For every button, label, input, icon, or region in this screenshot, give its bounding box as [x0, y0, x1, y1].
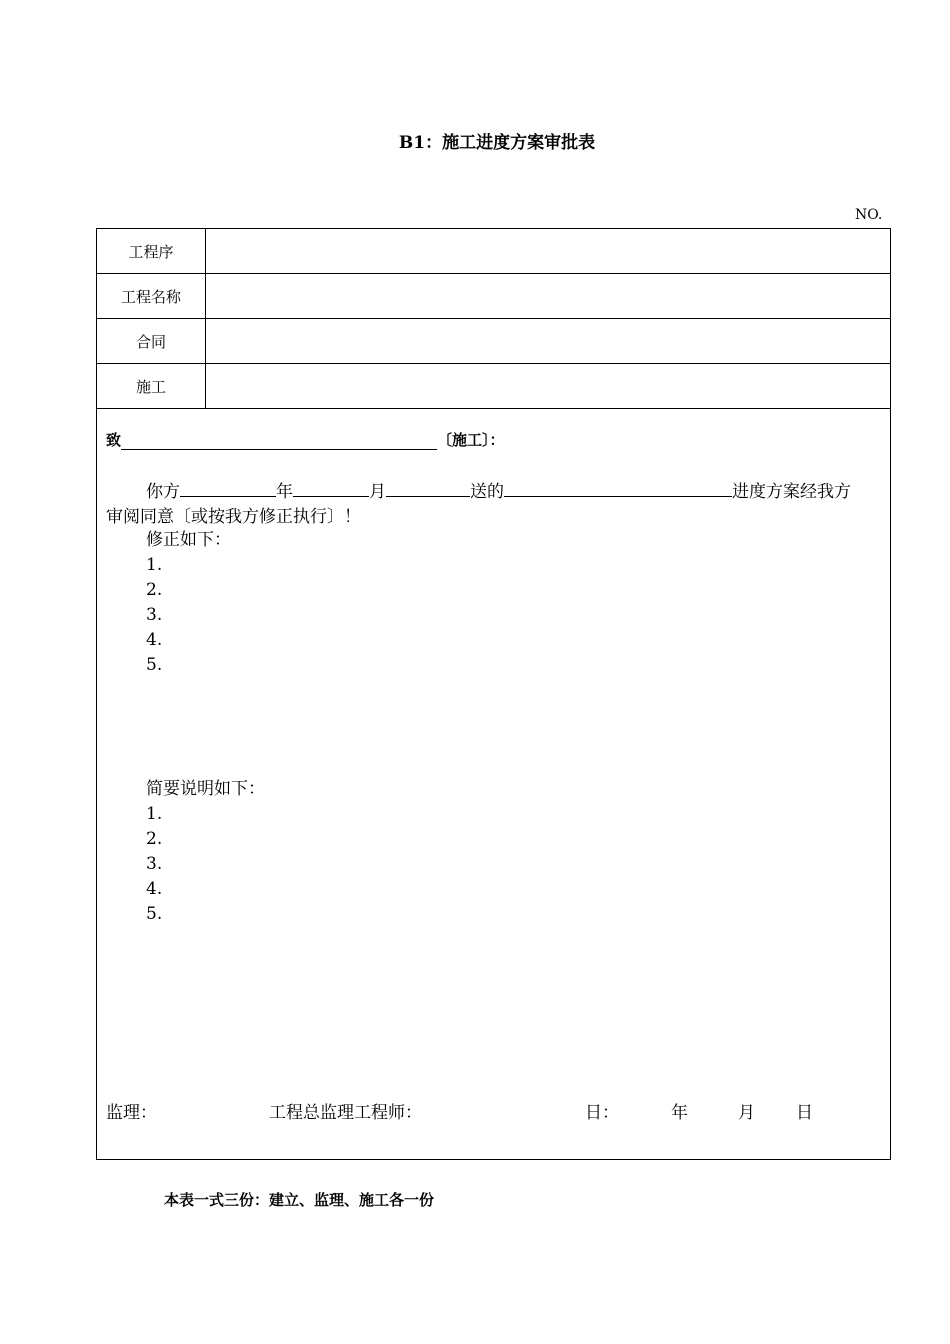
brief-item: 3. [146, 854, 163, 874]
row-project-name [97, 274, 890, 319]
date-year-label: 年 [671, 1103, 688, 1123]
row-label: 施工 [97, 364, 206, 408]
row-label: 合同 [97, 319, 206, 363]
row-project-sequence [97, 229, 890, 274]
notice-text: 你方 [146, 482, 180, 502]
day-blank[interactable] [386, 478, 470, 497]
row-construction [97, 364, 890, 409]
signature-line [106, 1098, 886, 1123]
notice-line-2: 审阅同意〔或按我方修正执行〕！ [106, 507, 361, 527]
revision-item: 3. [146, 605, 163, 625]
supervisor-label: 监理： [106, 1103, 157, 1123]
chief-engineer-label: 工程总监理工程师： [269, 1103, 422, 1123]
revision-item: 2. [146, 580, 163, 600]
project-name-field[interactable] [207, 274, 890, 318]
date-day-label: 日 [796, 1103, 813, 1123]
notice-end-text: 进度方案经我方 [732, 482, 851, 502]
brief-item: 4. [146, 879, 163, 899]
row-contract [97, 319, 890, 364]
revision-item: 5. [146, 655, 163, 675]
construction-field[interactable] [207, 364, 890, 408]
notice-sent-text: 送的 [470, 482, 504, 502]
form-title: B1：施工进度方案审批表 [398, 133, 596, 153]
brief-item: 2. [146, 829, 163, 849]
project-sequence-field[interactable] [207, 229, 890, 273]
addressee-line [106, 429, 505, 450]
year-blank[interactable] [180, 478, 276, 497]
plan-name-blank[interactable] [504, 478, 732, 497]
notice-year-text: 年 [276, 482, 293, 502]
month-blank[interactable] [293, 478, 369, 497]
row-label: 工程名称 [97, 274, 206, 318]
date-label: 日： [585, 1103, 619, 1123]
row-label: 工程序 [97, 229, 206, 273]
copies-footnote: 本表一式三份：建立、监理、施工各一份 [164, 1191, 435, 1209]
brief-heading: 简要说明如下： [146, 779, 265, 799]
brief-item: 1. [146, 804, 163, 824]
revision-item: 4. [146, 630, 163, 650]
addressee-suffix: 〔施工〕： [437, 431, 505, 449]
contract-field[interactable] [207, 319, 890, 363]
revision-heading: 修正如下： [146, 530, 231, 550]
addressee-blank[interactable] [121, 431, 437, 450]
notice-month-text: 月 [369, 482, 386, 502]
revision-item: 1. [146, 555, 163, 575]
date-month-label: 月 [738, 1103, 755, 1123]
addressee-prefix: 致 [106, 431, 122, 449]
form-number-label: NO. [855, 207, 883, 223]
notice-paragraph [106, 478, 886, 530]
form-body [97, 410, 890, 1159]
approval-form [96, 228, 891, 1160]
brief-item: 5. [146, 904, 163, 924]
